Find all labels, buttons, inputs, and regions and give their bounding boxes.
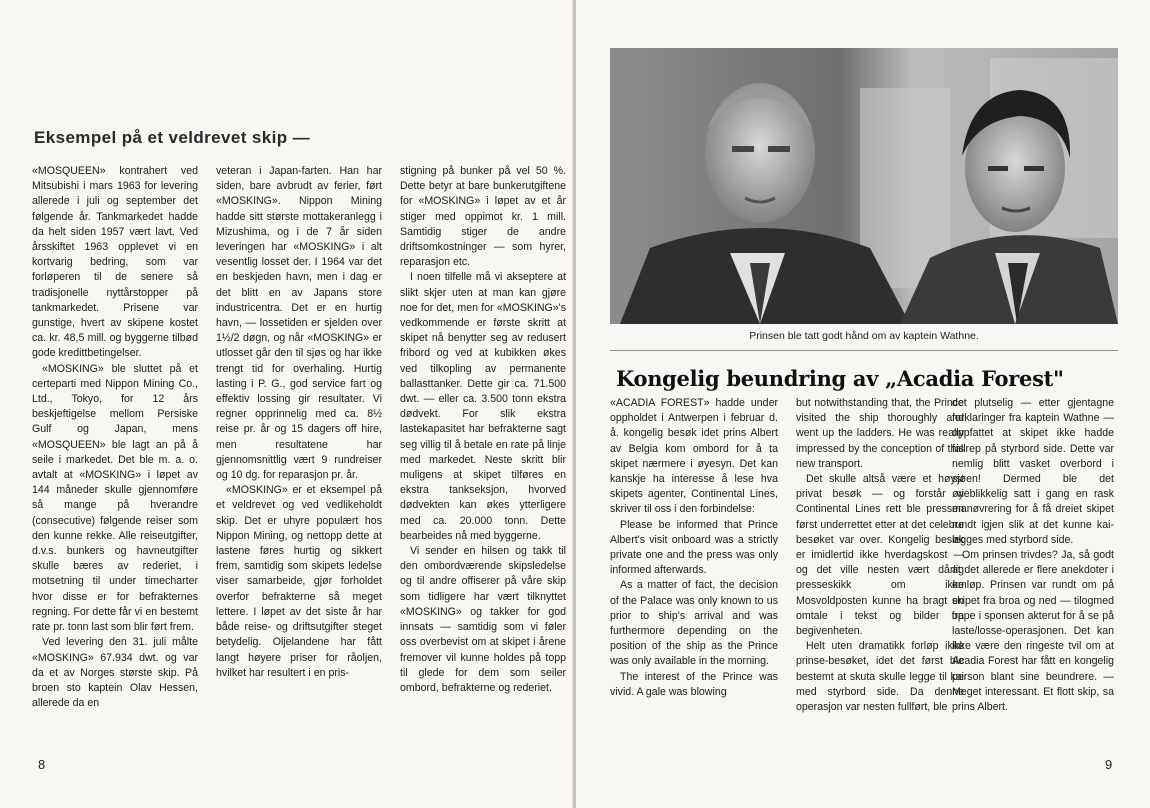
paragraph: «MOSQUEEN» kontrahert ved Mitsubishi i mars 1963 for levering allerede i juli og september det følgende år. Tankmarkedet hadde da helt siden 1957 vært lavt. Ved årsskiftet 1963 opplevet vi en kortvarig bedring, som var forløperen til de senere så tradisjonelle nyttårstopper på tankmarkedet. Prisene var gunstige, hvert av skipene kostet ca. kr. 48,5 mill. og byggerne tilbød gode kredittbetingelser. — [32, 165, 198, 360]
paragraph: Vi sender en hilsen og takk til den ombordværende skipsledelse og til andre offiserer på våre skip som tidligere har vært tilknyttet «MOSKING» og takker for god innsats — samtidig som vi føler oss overbevist om at skipet i årene fremover vil kunne holdes på topp til glede for dem som seiler ombord, befrakterne og rederiet. — [400, 545, 566, 694]
text-column-2 — [796, 396, 964, 715]
paragraph: As a matter of fact, the decision of the Palace was only known to us prior to ship's arrival and was furthermore depending on the position of the ship as the Prince was only available in the morning. — [610, 579, 778, 668]
paragraph: Det skulle altså være et høyst privat besøk — og forstår vi Continental Lines rett ble pressen først underrettet etter at det celebre besøket var over. Kongelig besøk er imidlertid ikke hverdagskost — og det ville nesten vært dårlig presseskikk om ikke Mosvoldposten kunne ha bragt en omtale i tekst og bilder fra begivenheten. — [796, 473, 964, 638]
paragraph: stigning på bunker på vel 50 %. Dette betyr at bare bunkerutgiftene for «MOSKING» i løpet av et år stiger med oppimot kr. 1 mill. Samtidig stiger de andre driftsomkostninger — som hyrer, reparasjon etc. — [400, 165, 566, 269]
paragraph: Om prinsen trivdes? Ja, så godt at det allerede er flere anekdoter i omløp. Prinsen var rundt om på skipet fra broa og ned — tilogmed oppe i sponsen akterut for å se på laste/losse-operasjonen. Det kan ikke være den ringeste tvil om at Acadia Forest har fått en kongelig person blant sine beundrere. — Meget interessant. Et flott skip, sa prins Albert. — [952, 549, 1114, 714]
paragraph: Please be informed that Prince Albert's visit onboard was a strictly private one and the press was only informed afterwards. — [610, 518, 778, 577]
photo-caption: Prinsen ble tatt godt hånd om av kaptein Wathne. — [749, 330, 979, 342]
page-number: 8 — [38, 757, 46, 772]
paragraph: I noen tilfelle må vi akseptere at slikt skjer uten at man kan gjøre noe for det, men for «MOSKING»'s vedkommende er første skritt at skipet nå benytter seg av redusert fribord og ved at kubikken økes ved tilkopling av permanente ballasttanker. Dette gir ca. 71.500 dwt. — eller ca. 3.500 tonn ekstra dødvekt. For slik ekstra lastekapasitet har befrakterne sagt seg villig til å betale en rate på linje med markedet. Neste skritt blir muligens at skipet tilføres en ekstra tankseksjon, hvorved dødvekten kan økes ytterligere med ca. 20.000 tonn. Dette bearbeides nå med byggerne. — [400, 271, 566, 542]
left-page — [0, 0, 574, 808]
paragraph: «MOSKING» ble sluttet på et certeparti med Nippon Mining Co., Ltd., Tokyo, for 12 års beskjeftigelse mellom Persiske Gulf og Japan, mens «MOSQUEEN» ble lagt an på å seile i markedet. Det ble m. a. o. avtalt at «MOSKING» i løpet av 144 måneder skulle gjennomføre så mange på hverandre (consecutive) følgende reiser som den kunne rekke. Alle reiseutgifter, d.v.s. bunkers og havneutgifter skulle bæres av rederiet, i motsetning til under timecharter hvor disse er for befrakternes regning. For dette får vi en bestemt rate pr. tonn last som blir ført frem. — [32, 362, 198, 634]
article-title: Kongelig beundring av „Acadia Forest" — [616, 366, 1064, 391]
paragraph: The interest of the Prince was vivid. A gale was blowing — [610, 670, 778, 698]
text-column-1 — [32, 164, 198, 711]
paragraph: «MOSKING» er et eksempel på et veldrevet og ved vedlikeholdt skip. Det er uhyre populært hos Nippon Mining, og nettopp dette at lastene føres hurtig og sikkert frem, samtidig som skipets ledelse viser samarbeide, gjør forholdet overfor befrakterne så meget lettere. I løpet av det siste år har både reise- og driftsutgifter steget betydelig. Oljelandene har fått langt høyere priser for råoljen, hvilket har resultert i en pris- — [216, 484, 382, 679]
text-column-2 — [216, 164, 382, 681]
paragraph: Ved levering den 31. juli målte «MOSKING» 67.934 dwt. og var da et av Norges største skip. På broen sto kaptein Olav Hessen, allerede da en — [32, 636, 198, 710]
text-column-1 — [610, 396, 778, 700]
photo-prince-and-captain — [610, 48, 1118, 324]
text-column-3 — [952, 396, 1114, 715]
article-heading: Eksempel på et veldrevet skip — — [34, 128, 311, 147]
paragraph: «ACADIA FOREST» hadde under oppholdet i Antwerpen i februar d. å. kongelig besøk idet prins Albert av Belgia kom ombord for å ta skipet nærmere i øyesyn. Det kan kanskje ha interesse å lese hva skipets agenter, Continental Lines, skriver til oss i den forbindelse: — [610, 397, 778, 516]
paragraph: Helt uten dramatikk forløp ikke prinse-besøket, idet det først ble bestemt at skuta skulle legge til kai med styrbord side. Da denne operasjon var nesten fullført, ble — [796, 640, 964, 714]
divider — [610, 350, 1118, 351]
text-column-3 — [400, 164, 566, 696]
paragraph: det plutselig — etter gjentagne forklaringer fra kaptein Wathne — oppfattet at skipet ikke hadde fallrep på styrbord side. Dette var nemlig blitt vasket overbord i sjøen! Dermed ble det øyeblikkelig satt i gang en rask manøvrering for å få dreiet skipet rundt igjen slik at det kunne kai-legges med styrbord side. — [952, 397, 1114, 546]
paragraph: but notwithstanding that, the Prince visited the ship thoroughly and went up the ladders. He was really impressed by the conception of this new transport. — [796, 397, 964, 470]
right-page — [576, 0, 1150, 808]
photo-image — [610, 48, 1118, 324]
page-number: 9 — [1105, 757, 1113, 772]
paragraph: veteran i Japan-farten. Han har siden, bare avbrudt av ferier, ført «MOSKING». Nippon Mining hadde sitt største mottakeranlegg i Mizushima, og i de 7 år siden leveringen har «MOSKING» i alt vesentlig losset der. I 1964 var det en beskjeden havn, men i dag er det blitt en av Japans store industricentra. Det er en hurtig havn, — lossetiden er sjelden over 1½/2 døgn, og når «MOSKING» er utlosset går den til sjøs og har ikke trengt tid for overhaling. Hurtig lasting i P. G., god service fart og effektiv lossing gir resultater. Vi regner opprinnelig med ca. 8½ reise pr. år og 15 dagers off hire, men resultatene har gjennomsnittlig vært 9 rundreiser og 10 dg. for reparasjon pr. år. — [216, 165, 382, 482]
